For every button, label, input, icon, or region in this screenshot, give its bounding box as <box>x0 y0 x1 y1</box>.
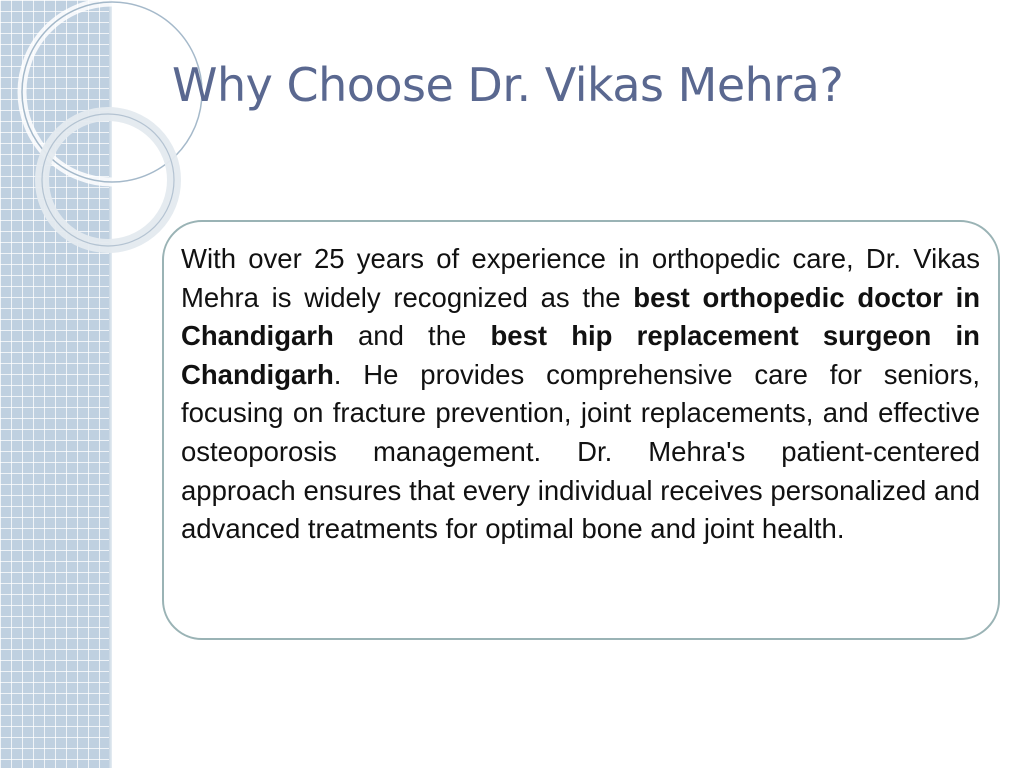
page-title: Why Choose Dr. Vikas Mehra? <box>172 58 844 112</box>
body-text-intro: With over 25 years of experience in orthopedic care, Dr. Vikas Mehra is widely recognized as the <box>181 243 980 313</box>
body-text-bold-orthopedic: best orthopedic doctor in Chandigarh <box>181 281 981 352</box>
body-text-rest: . He provides comprehensive care for seniors, focusing on fracture prevention, joint replacements, and effective osteoporosis management. Dr. Mehra's patient-centered approach ensures that every individual receives personalized and advanced treatments for optimal bone and joint health. <box>181 358 980 545</box>
content-card <box>162 220 1000 640</box>
body-text-connector: and the <box>333 320 491 352</box>
decorative-rings-icon <box>0 0 140 260</box>
body-text-bold-hip: best hip replacement surgeon in Chandigarh <box>181 320 980 390</box>
body-paragraph <box>181 240 980 549</box>
